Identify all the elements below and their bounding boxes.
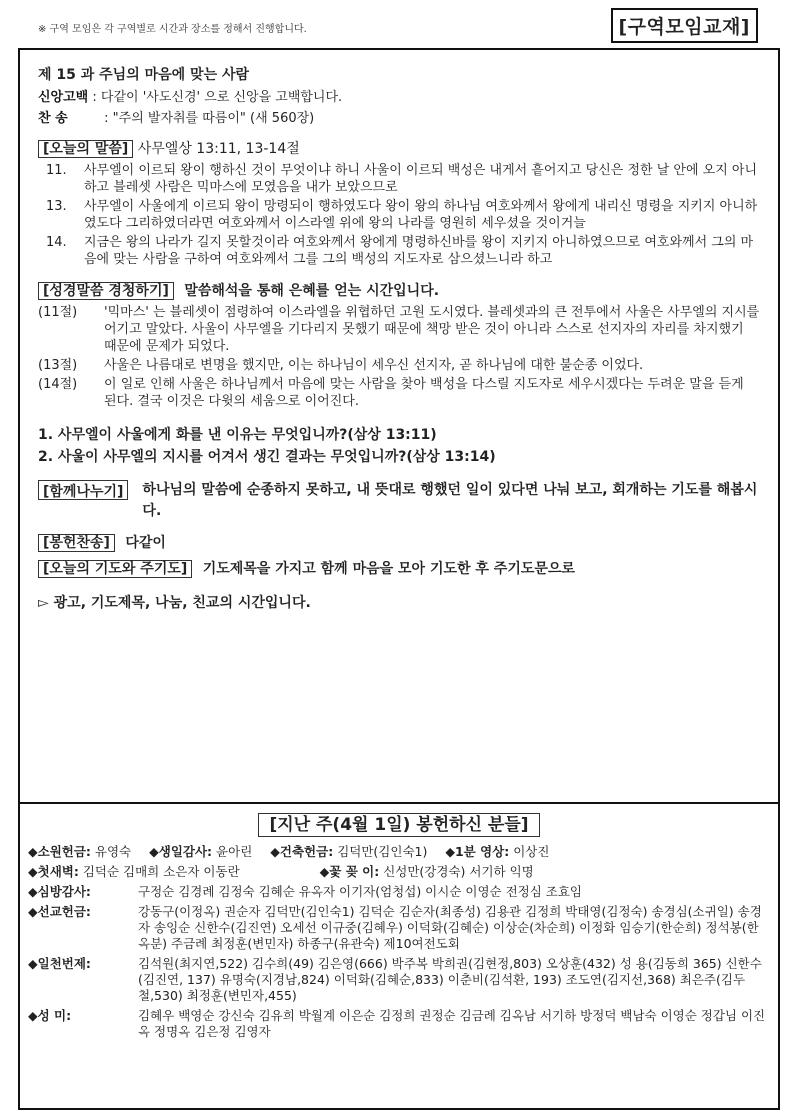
todays-word-heading [38,138,760,158]
offering-category: ◆성 미: [28,1008,72,1023]
offering-row [28,1008,770,1040]
prayer-text: 기도제목을 가지고 함께 마음을 모아 기도한 후 주기도문으로 [202,561,575,577]
top-note: ※ 구역 모임은 각 구역별로 시간과 장소를 정해서 진행합니다. [38,24,307,35]
prayer-section [38,558,760,578]
explanation-list [38,304,760,410]
verse-number: 11. [46,163,67,178]
questions [38,424,760,468]
confession-label: 신앙고백 [38,90,89,105]
explanation-text: 사울은 나름대로 변명을 했지만, 이는 하나님이 세우신 선지자, 곧 하나님에 대한 불순종 이었다. [104,358,644,373]
offering-names: 윤아린 [216,844,253,859]
offering-hymn-section [38,532,760,552]
explanation-text: 이 일로 인해 사울은 하나님께서 마음에 맞는 사람을 찾아 백성을 다스릴 지도자로 세우시겠다는 두려운 말을 듣게 된다. 결국 이것은 다윗의 세움으로 이어진다. [104,377,744,409]
verse-item [38,162,760,196]
offering-hymn-label: [봉헌찬송] [38,534,115,552]
offerings-list [28,844,770,1044]
listening-label: [성경말씀 경청하기] [38,282,174,300]
explanation-item [38,376,760,410]
offering-entry [149,844,252,860]
verse-number: 13. [46,199,67,214]
explanation-item [38,357,760,374]
offering-names: 강동구(이정옥) 권순자 김덕만(김인숙1) 김덕순 김순자(최종성) 김용관 김정희 박태영(김정숙) 송경심(소귀일) 송경자 송잉순 신한수(김진연) 오세선 이규중(김혜우) 이덕화(김혜순) 이상순(차순희) 이정화 임승기(한순희) 정석봉(한옥분) 주금례 최정훈(변민자) 하종구(유관숙) 제10여전도회 [138,904,762,951]
verse-list [38,162,760,268]
sharing-label: [함께나누기] [38,480,128,500]
verse-item [38,234,760,268]
sharing-text: 하나님의 말씀에 순종하지 못하고, 내 뜻대로 행했던 일이 있다면 나눠 보고, 회개하는 기도를 해봅시다. [142,482,758,519]
offering-entry [445,844,549,860]
offering-entry [28,844,131,860]
offering-category: ◆꽃 꽂 이: [319,864,380,879]
main-frame [18,48,780,1110]
hymn-row [38,107,760,126]
hymn-label: 찬 송 [38,111,68,126]
offering-names: 김석원(최지연,522) 김수희(49) 김은영(666) 박주복 박희권(김현정,803) 오상훈(432) 성 용(김동희 365) 신한수(김진연, 137) 유명숙(지경남,824) 이덕화(김혜순,833) 이춘비(김석환, 193) 조도연(김지선,368) 최은주(김두철,530) 최정훈(변민자,455) [138,956,762,1003]
explanation-verse: (13절) [38,358,78,373]
offering-names: 김덕만(김인숙1) [337,844,428,859]
todays-word-label: [오늘의 말씀] [38,140,133,158]
section-divider [20,802,778,804]
offering-entry [270,844,427,860]
listening-subtitle: 말씀해석을 통해 은혜를 얻는 시간입니다. [184,283,440,299]
listening-heading [38,280,760,300]
verse-text: 지금은 왕의 나라가 길지 못할것이라 여호와께서 왕에게 명령하신바를 왕이 지키지 아니하였으므로 여호와께서 그의 마음에 맞는 사람을 구하여 여호와께서 그를 그의 백성의 지도자로 삼으셨느니라 하고 [84,235,754,267]
explanation-text: '믹마스' 는 블레셋이 점령하여 이스라엘을 위협하던 고원 도시였다. 블레셋과의 큰 전투에서 사울은 사무엘의 지시를 어기고 말았다. 사울이 사무엘을 기다리지 못했기 때문에 책망 받은 것이 아니라 스스로 선지자의 자리를 차지했기 때문에 문제가 되었다. [104,305,760,354]
verse-number: 14. [46,235,67,250]
offerings-title: [지난 주(4월 1일) 봉헌하신 분들] [258,813,539,837]
prayer-label: [오늘의 기도와 주기도] [38,560,192,578]
offering-category: ◆첫새벽: [28,864,79,879]
verse-text: 사무엘이 사울에게 이르되 왕이 망령되이 행하였도다 왕이 왕의 하나님 여호와께서 왕에게 내리신 명령을 지키지 아니하였도다 그리하였더라면 여호와께서 이스라엘 위에 왕의 나라를 영원히 세우셨을 것이거늘 [84,199,758,231]
offering-names: 김덕순 김매희 소은자 이동란 [82,864,240,879]
offering-category: ◆생일감사: [149,844,213,859]
offering-hymn-text: 다같이 [125,535,166,551]
sharing-section [38,480,760,522]
todays-word-ref: 사무엘상 13:11, 13-14절 [137,141,300,157]
lesson-section [20,50,778,612]
offering-row [28,904,770,952]
verse-item [38,198,760,232]
offering-names: 신성만(강경숙) 서기하 익명 [383,864,534,879]
confession-row [38,86,760,105]
confession-text: : 다같이 '사도신경' 으로 신앙을 고백합니다. [92,90,343,105]
handout-title: [구역모임교재] [611,8,759,43]
offering-category: ◆건축헌금: [270,844,334,859]
question-item: 2. 사울이 사무엘의 지시를 어겨서 생긴 결과는 무엇입니까?(삼상 13:14) [38,449,496,465]
announcement: ▻ 광고, 기도제목, 나눔, 친교의 시간입니다. [38,595,311,611]
offering-entry [320,864,534,880]
offering-row [28,884,770,900]
offering-names: 이상진 [513,844,550,859]
offerings-inline-row [28,864,770,880]
question-item: 1. 사무엘이 사울에게 화를 낸 이유는 무엇입니까?(삼상 13:11) [38,427,437,443]
offering-names: 유영숙 [94,844,132,859]
lesson-title: 제 15 과 주님의 마음에 맞는 사람 [38,67,250,83]
offerings-inline-row [28,844,770,860]
offering-names: 김혜우 백영순 강신숙 김유희 박월계 이은순 김정희 권정순 김금례 김옥남 서기하 방정덕 백남숙 이영순 정갑님 이진옥 정명옥 김은정 김영자 [138,1008,766,1039]
hymn-text: : "주의 발자취를 따름이" (새 560장) [104,111,315,126]
explanation-item [38,304,760,355]
offering-row [28,956,770,1004]
offering-category: ◆일천번제: [28,956,91,971]
offering-category: ◆1분 영상: [445,844,510,859]
offering-entry [28,864,240,880]
offerings-title-wrap [20,810,778,835]
explanation-verse: (11절) [38,305,78,320]
offering-category: ◆선교헌금: [28,904,91,919]
offering-names: 구정순 김경례 김정숙 김혜순 유옥자 이기자(엄청섭) 이시순 이영순 전정심 조효임 [138,884,582,899]
verse-text: 사무엘이 이르되 왕이 행하신 것이 무엇이냐 하니 사울이 이르되 백성은 내게서 흩어지고 당신은 정한 날 안에 오지 아니하고 블레셋 사람은 믹마스에 모였음을 내가 보았으므로 [84,163,758,195]
offering-category: ◆소원헌금: [28,844,91,859]
offering-category: ◆심방감사: [28,884,91,899]
explanation-verse: (14절) [38,377,78,392]
